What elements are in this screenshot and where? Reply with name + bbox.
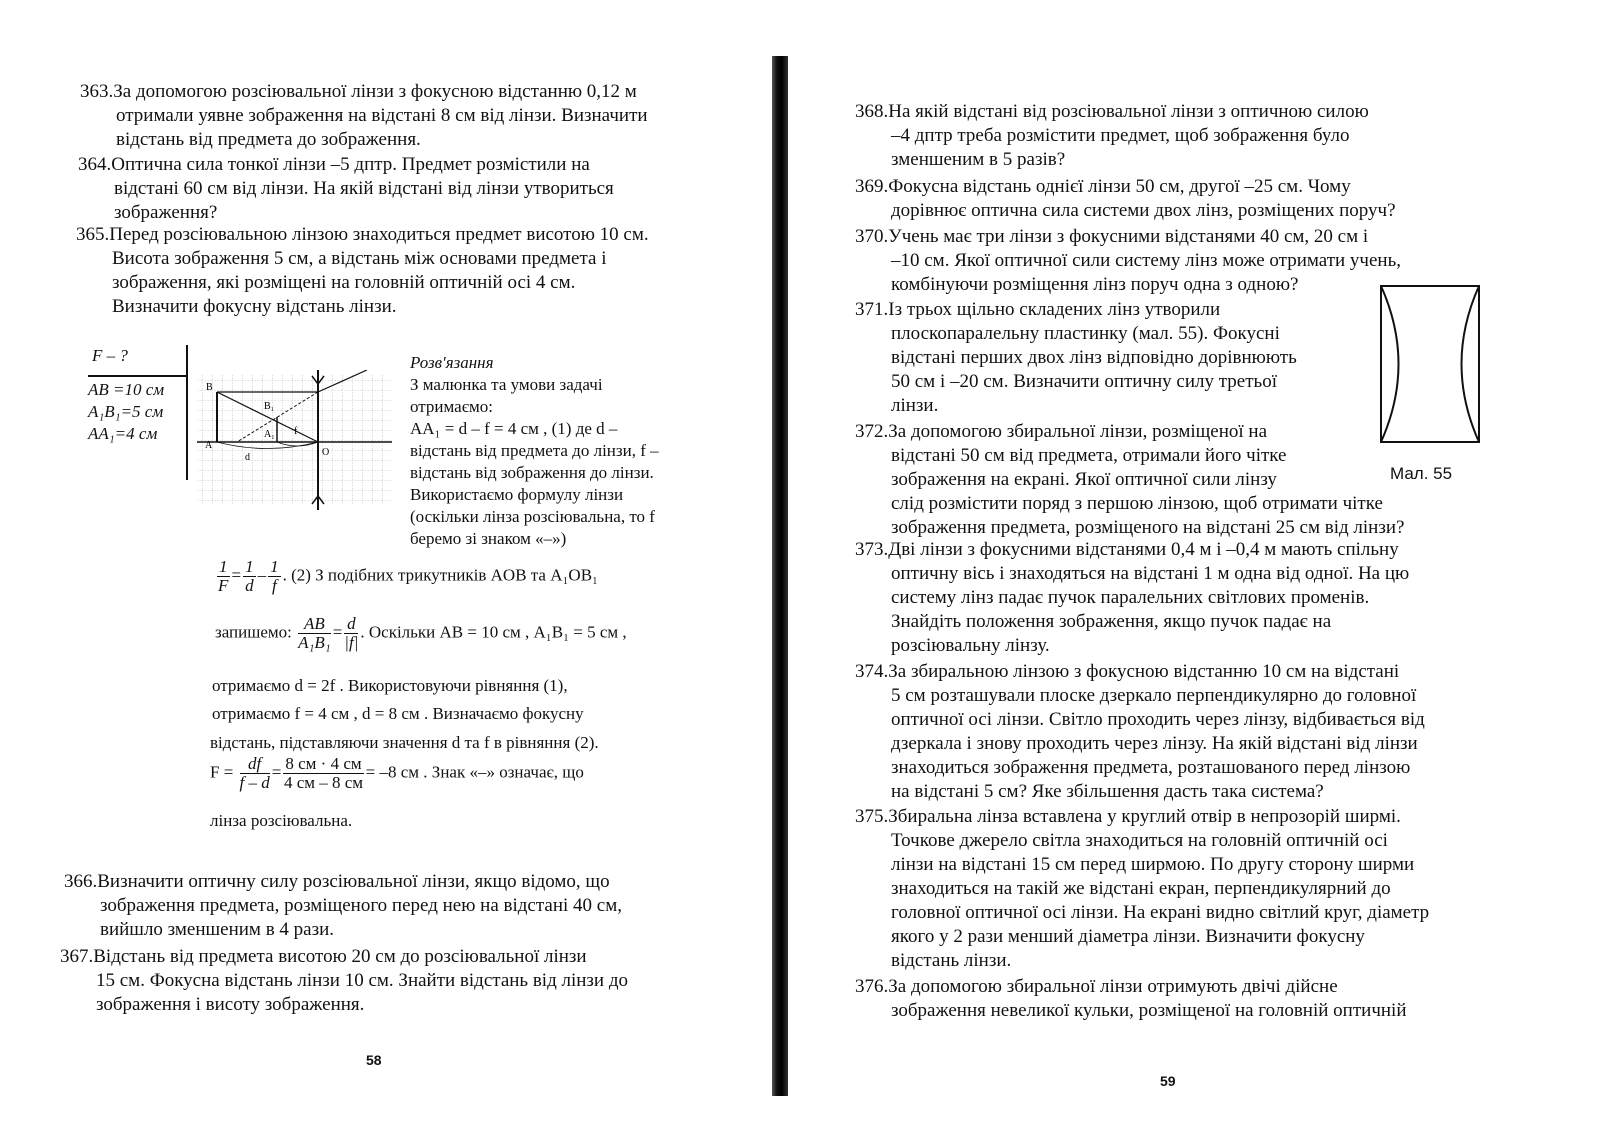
problem-number: 365.	[76, 224, 110, 245]
problem-text: Точкове джерело світла знаходиться на головній оптичній осі	[891, 830, 1388, 851]
problem-text: зображення невеликої кульки, розміщеної на головній оптичній	[891, 1000, 1407, 1021]
given-unknown: F – ?	[92, 346, 128, 365]
problem-373	[855, 538, 1409, 658]
similar-triangles-line: запишемо: $\frac{AB}{\text{A₁B₁}}$ = $\frac{d}{|f|}$ . Оскільки AB = 10 см , A₁B₁ = 5 см ,	[215, 614, 627, 652]
problem-text: відстані перших двох лінз відповідно дорівнюють	[891, 347, 1297, 368]
problem-text: відстань від предмета до зображення.	[116, 129, 421, 150]
problem-text: зображення, які розміщені на головній оптичній осі 4 см.	[112, 272, 576, 293]
problem-text: 15 см. Фокусна відстань лінзи 10 см. Знайти відстань від лінзи до	[96, 970, 629, 991]
problem-text: комбінуючи розміщення лінз поруч одна з одною?	[891, 274, 1299, 295]
page-number: 59	[1160, 1073, 1176, 1089]
fraction: $\frac{AB}{\text{A₁B₁}}$	[298, 614, 331, 652]
equation-text: запишемо:	[215, 622, 292, 642]
problem-364	[78, 153, 614, 225]
diagram-grid	[197, 375, 392, 505]
problem-text: зображення на екрані. Якої оптичної сили лінзу	[891, 469, 1277, 490]
fraction: $\frac{1}{F}$	[218, 557, 229, 595]
final-equation-line: F = $\frac{df}{f - d}$ = $\frac{8 см \cdot 4 см}{4 см - 8 см}$ = –8 см . Знак «–» означає, що	[210, 754, 584, 792]
fraction: $\frac{1}{d}$	[245, 557, 254, 595]
equation-text: F =	[210, 762, 234, 782]
solution-line: лінза розсіювальна.	[210, 811, 353, 830]
problem-text: Оптична сила тонкої лінзи –5 дптр. Предмет розмістили на	[111, 154, 590, 175]
problem-text: оптичну вісь і знаходяться на відстані 1 м одна від одної. На цю	[891, 563, 1410, 584]
problem-text: плоскопаралельну пластинку (мал. 55). Фокусні	[891, 323, 1280, 344]
problem-number: 368.	[855, 101, 889, 122]
problem-number: 369.	[855, 176, 889, 197]
problem-text: відстані 60 см від лінзи. На якій відстані від лінзи утвориться	[114, 178, 614, 199]
left-lens-surface	[1381, 286, 1399, 442]
solution-line: відстань, підставляючи значення d та f в рівняння (2).	[210, 733, 599, 752]
problem-375	[855, 805, 1429, 973]
problem-text: –4 дптр треба розмістити предмет, щоб зображення було	[891, 125, 1350, 146]
fraction: $\frac{8 см \cdot 4 см}{4 см - 8 см}$	[283, 754, 364, 792]
problem-366	[64, 870, 622, 942]
problem-text: дзеркала і знову проходить через лінзу. На якій відстані від лінзи	[891, 733, 1418, 754]
given-separator	[186, 345, 188, 480]
problem-text: на відстані 5 см? Яке збільшення дасть така система?	[891, 781, 1324, 802]
problem-text: Із трьох щільно складених лінз утворили	[888, 299, 1221, 320]
solution-line: Використаємо формулу лінзи	[410, 485, 624, 504]
problem-365	[76, 223, 649, 319]
problem-number: 375.	[855, 806, 889, 827]
problem-text: отримали уявне зображення на відстані 8 см від лінзи. Визначити	[116, 105, 648, 126]
problem-text: За допомогою збиральної лінзи отримують двічі дійсне	[888, 976, 1338, 997]
problem-text: Визначити оптичну силу розсіювальної лінзи, якщо відомо, що	[97, 871, 610, 892]
solution-line: AA₁ = d – f = 4 см , (1) де d –	[410, 419, 618, 438]
problem-text: Збиральна лінза вставлена у круглий отвір в непрозорій ширмі.	[888, 806, 1401, 827]
fraction: $\frac{1}{f}$	[270, 557, 279, 595]
problem-text: Перед розсіювальною лінзою знаходиться предмет висотою 10 см.	[109, 224, 649, 245]
problem-number: 376.	[855, 976, 889, 997]
fraction: $\frac{d}{|f|}$	[344, 614, 359, 652]
problem-text: За збиральною лінзою з фокусною відстанню 10 см на відстані	[888, 661, 1400, 682]
ray-diagram	[192, 370, 397, 515]
problem-number: 364.	[78, 154, 112, 175]
problem-369	[855, 175, 1396, 223]
problem-number: 373.	[855, 539, 889, 560]
equation-text: . Оскільки AB = 10 см , A₁B₁ = 5 см ,	[360, 622, 627, 642]
problem-368	[855, 100, 1369, 172]
label-f: f	[294, 426, 298, 437]
book-spine	[772, 56, 788, 1096]
given-divider	[88, 375, 188, 377]
problem-number: 363.	[80, 81, 114, 102]
solution-title: Розв'язання	[410, 353, 494, 372]
solution-line: отримаємо f = 4 см , d = 8 см . Визначаємо фокусну	[212, 704, 584, 723]
problem-text: Дві лінзи з фокусними відстанями 0,4 м і –0,4 м мають спільну	[888, 539, 1399, 560]
problem-text: відстані 50 см від предмета, отримали його чітке	[891, 445, 1287, 466]
label-d: d	[245, 452, 250, 463]
problem-text: лінзи.	[891, 395, 939, 416]
figure-caption: Мал. 55	[1390, 464, 1453, 483]
problem-text: За допомогою збиральної лінзи, розміщеної на	[888, 421, 1267, 442]
solution-line: (оскільки лінза розсіювальна, то f	[410, 507, 655, 526]
problem-text: головної оптичної осі лінзи. На екрані видно світлий круг, діаметр	[891, 902, 1430, 923]
problem-text: розсіювальну лінзу.	[891, 635, 1050, 656]
solution-block	[410, 352, 659, 550]
problem-text: Учень має три лінзи з фокусними відстанями 40 см, 20 см і	[888, 226, 1369, 247]
given-line: AA₁=4 см	[88, 424, 158, 443]
given-line: AB =10 см	[88, 380, 165, 399]
fraction: $\frac{df}{f - d}$	[239, 754, 270, 792]
label-b1: B₁	[264, 401, 275, 412]
solution-line: відстань від зображення до лінзи.	[410, 463, 654, 482]
given-block	[88, 345, 188, 480]
page-number: 58	[366, 1052, 382, 1068]
problem-text: зображення предмета, розміщеного на відстані 25 см від лінзи?	[891, 517, 1405, 538]
problem-text: На якій відстані від розсіювальної лінзи з оптичною силою	[888, 101, 1369, 122]
problem-text: знаходиться зображення предмета, розташованого перед лінзою	[891, 757, 1411, 778]
problem-text: систему лінз падає пучок паралельних світлових променів.	[891, 587, 1370, 608]
right-lens-surface	[1462, 286, 1480, 442]
problem-text: лінзи на відстані 15 см перед ширмою. По другу сторону ширми	[891, 854, 1415, 875]
problem-text: Визначити фокусну відстань лінзи.	[112, 296, 397, 317]
problem-text: За допомогою розсіювальної лінзи з фокусною відстанню 0,12 м	[113, 81, 637, 102]
problem-372	[855, 420, 1404, 540]
solution-line: отримаємо d = 2f . Використовуючи рівняння (1),	[212, 676, 568, 695]
problem-374	[855, 660, 1425, 804]
problem-370	[855, 225, 1401, 297]
problem-text: зменшеним в 5 разів?	[891, 149, 1066, 170]
problem-number: 370.	[855, 226, 889, 247]
solution-line: відстань від предмета до лінзи, f –	[410, 441, 659, 460]
problem-text: відстань лінзи.	[891, 950, 1012, 971]
problem-text: зображення і висоту зображення.	[96, 994, 365, 1015]
problem-376	[855, 975, 1407, 1023]
problem-number: 372.	[855, 421, 889, 442]
problem-text: Відстань від предмета висотою 20 см до розсіювальної лінзи	[93, 946, 587, 967]
problem-text: зображення предмета, розміщеного перед нею на відстані 40 см,	[100, 895, 622, 916]
problem-text: –10 см. Якої оптичної сили систему лінз може отримати учень,	[891, 250, 1401, 271]
problem-text: знаходиться на такій же відстані екран, перпендикулярний до	[891, 878, 1391, 899]
equation-text: . (2) З подібних трикутників AOB та A₁OB₁	[282, 565, 598, 585]
problem-367	[60, 945, 628, 1017]
plate-outline	[1381, 286, 1479, 442]
problem-text: якого у 2 рази менший діаметра лінзи. Визначити фокусну	[891, 926, 1365, 947]
problem-number: 367.	[60, 946, 94, 967]
equation-text: = –8 см . Знак «–» означає, що	[365, 762, 584, 782]
solution-line: отримаємо:	[410, 397, 493, 416]
problem-text: зображення?	[114, 202, 218, 223]
lens-plate-figure	[1380, 285, 1480, 443]
given-line: A₁B₁=5 см	[88, 402, 164, 421]
problem-text: Знайдіть положення зображення, якщо пучок падає на	[891, 611, 1332, 632]
solution-line: З малюнка та умови задачі	[410, 375, 603, 394]
problem-text: вийшло зменшеним в 4 рази.	[100, 919, 335, 940]
label-o: O	[322, 447, 330, 458]
problem-371	[855, 298, 1297, 418]
lens-formula-line: $\frac{1}{F}$ = $\frac{1}{d}$ – $\frac{1}{f}$ . (2) З подібних трикутників AOB та A₁OB₁	[218, 557, 598, 595]
problem-number: 366.	[64, 871, 98, 892]
label-a: A	[205, 440, 213, 451]
problem-text: Фокусна відстань однієї лінзи 50 см, другої –25 см. Чому	[888, 176, 1351, 197]
problem-text: 5 см розташували плоске дзеркало перпендикулярно до головної	[891, 685, 1417, 706]
problem-text: дорівнює оптична сила системи двох лінз, розміщених поруч?	[891, 200, 1396, 221]
label-a1: A₁	[264, 429, 275, 440]
problem-text: Висота зображення 5 см, а відстань між основами предмета і	[112, 248, 607, 269]
solution-line: беремо зі знаком «–»)	[410, 529, 567, 548]
problem-text: 50 см і –20 см. Визначити оптичну силу третьої	[891, 371, 1277, 392]
problem-number: 371.	[855, 299, 889, 320]
problem-number: 374.	[855, 661, 889, 682]
problem-text: слід розмістити поряд з першою лінзою, щоб отримати чітке	[891, 493, 1383, 514]
problem-363	[80, 80, 648, 152]
label-b: B	[206, 382, 213, 393]
problem-text: оптичної осі лінзи. Світло проходить через лінзу, відбивається від	[891, 709, 1425, 730]
